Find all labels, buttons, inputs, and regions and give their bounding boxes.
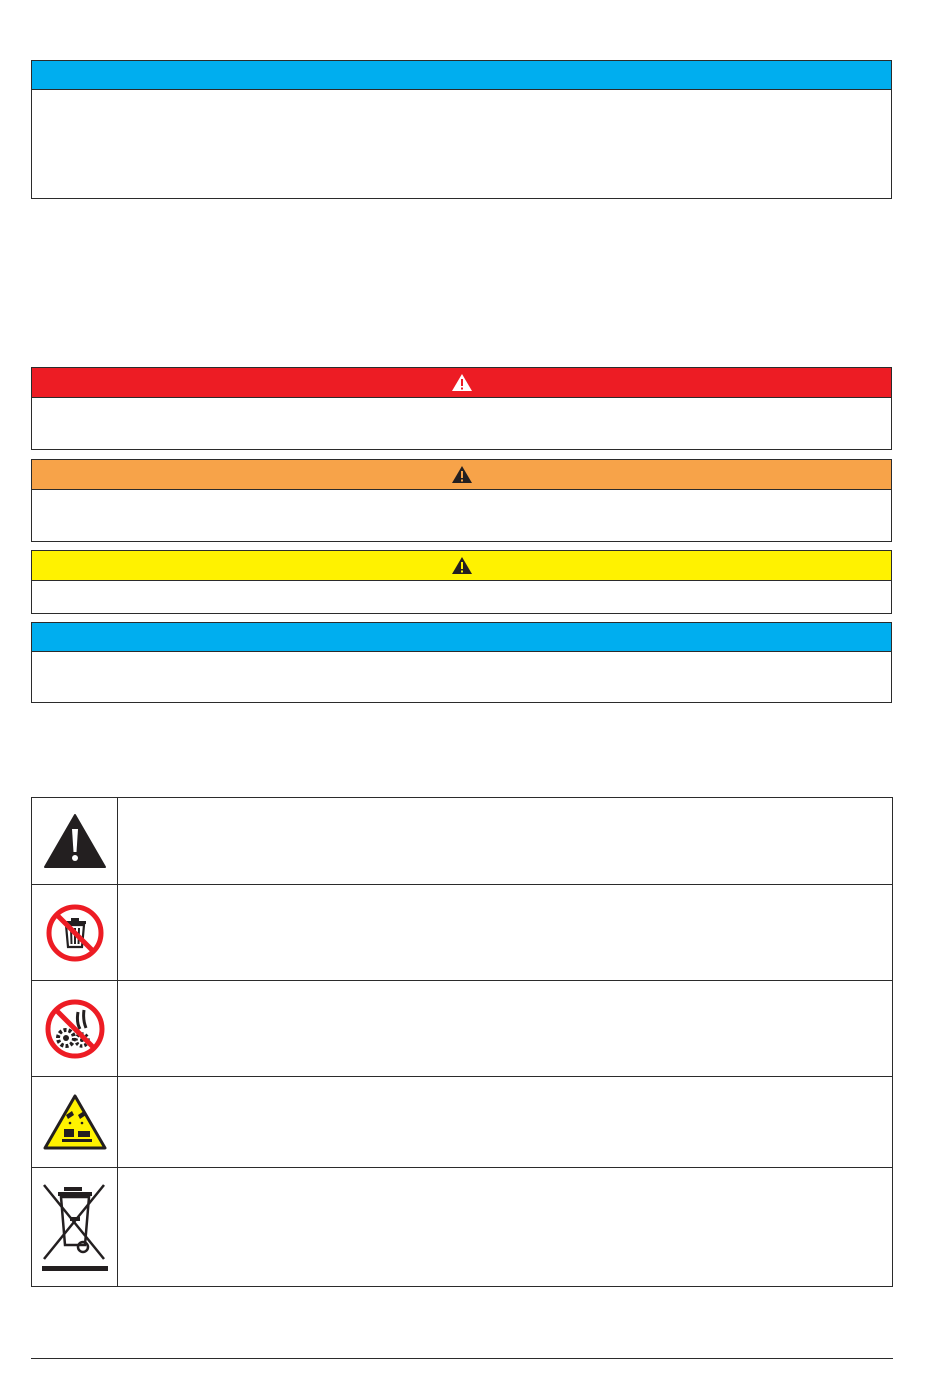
warning-body [32, 490, 891, 541]
symbol-row [32, 1168, 893, 1287]
symbol-description [118, 1168, 893, 1287]
symbol-row [32, 885, 893, 981]
symbol-description [118, 1077, 893, 1168]
caution-header-bar [32, 551, 891, 581]
no-hands-gears-icon [44, 998, 106, 1060]
symbol-icon-cell [32, 798, 118, 885]
caution-body [32, 581, 891, 613]
symbol-icon-cell [32, 885, 118, 981]
warning-header-bar [32, 460, 891, 490]
notice-header-bar [32, 623, 891, 652]
danger-box [31, 367, 892, 450]
caution-box [31, 550, 892, 614]
symbol-description [118, 798, 893, 885]
warning-triangle-black-icon [451, 556, 473, 575]
symbol-icon-cell [32, 1077, 118, 1168]
symbol-description [118, 981, 893, 1077]
danger-body [32, 398, 891, 449]
notice-body [32, 90, 891, 198]
symbol-description [118, 885, 893, 981]
symbol-row [32, 981, 893, 1077]
symbol-icon-cell [32, 981, 118, 1077]
warning-triangle-white-icon [451, 373, 473, 392]
danger-header-bar [32, 368, 891, 398]
notice-box-top [31, 60, 892, 199]
notice-box-bottom [31, 622, 892, 703]
symbol-row [32, 798, 893, 885]
warning-box [31, 459, 892, 542]
weee-crossed-bin-icon [40, 1179, 110, 1275]
footer-divider [31, 1358, 893, 1359]
symbol-icon-cell [32, 1168, 118, 1287]
notice-body [32, 652, 891, 702]
symbol-row [32, 1077, 893, 1168]
no-trash-disposal-icon [45, 903, 105, 963]
warning-triangle-black-icon [451, 465, 473, 484]
general-warning-icon [43, 813, 107, 869]
corrosive-hazard-icon [42, 1093, 108, 1151]
precautionary-symbols-table [31, 797, 893, 1287]
notice-header-bar [32, 61, 891, 90]
